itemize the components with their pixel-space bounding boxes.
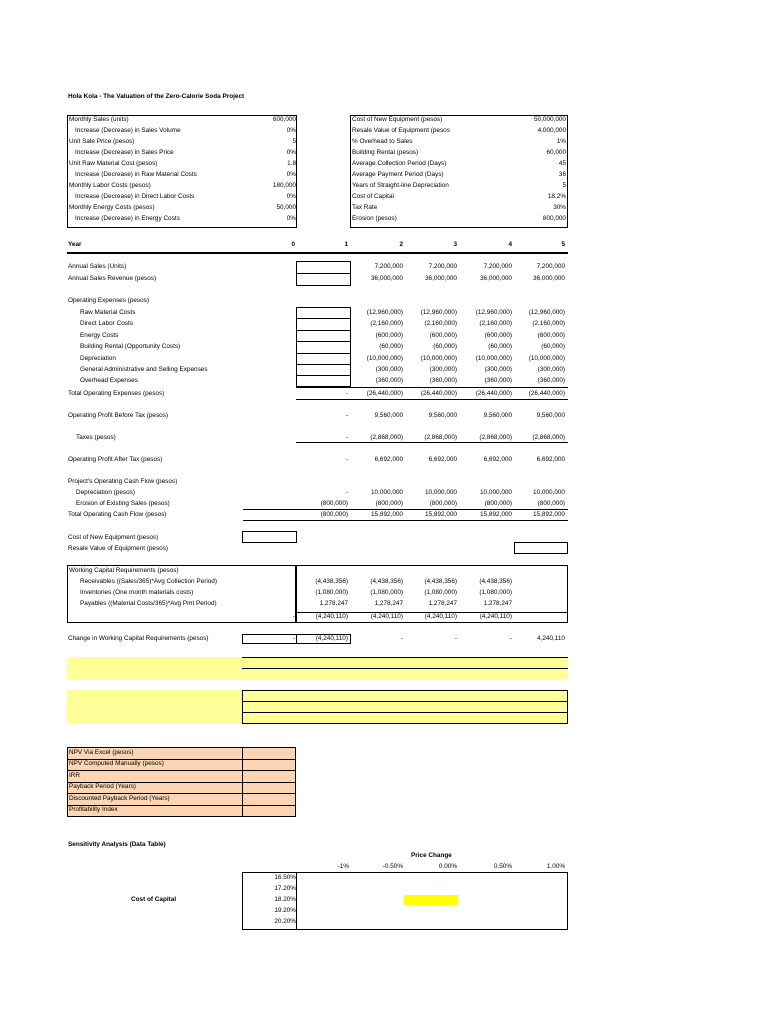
row-value: (2,868,000) — [479, 434, 512, 441]
input-left-label: Increase (Decrease) in Raw Material Costs — [75, 171, 197, 178]
row-value: 10,000,000 — [480, 489, 512, 496]
opex-header: Operating Expenses (pesos) — [68, 297, 149, 304]
wc-total-y0: - — [292, 613, 295, 620]
input-right-label: Building Rental (pesos) — [352, 149, 419, 156]
row-value: (800,000) — [429, 500, 457, 507]
wc-value: 1,278,247 — [483, 600, 512, 607]
change-wc-cell-0[interactable] — [242, 634, 297, 644]
input-right-label: Erosion (pesos) — [352, 215, 397, 222]
row-value: 10,000,000 — [371, 489, 403, 496]
page-title: Hola Kola - The Valuation of the Zero-Calorie Soda Project — [68, 93, 245, 100]
input-left-value: 0% — [286, 127, 296, 134]
row-value: 9,560,000 — [374, 412, 403, 419]
metric-label: NPV Computed Manually (pesos) — [69, 760, 164, 768]
row-label: Depreciation (pesos) — [76, 489, 135, 496]
row-label: Taxes (pesos) — [76, 434, 116, 441]
input-left-label: Increase (Decrease) in Sales Volume — [75, 127, 181, 134]
opex-value: (300,000) — [484, 366, 512, 373]
opex-label: Building Rental (Opportunity Costs) — [80, 343, 181, 351]
opex-value: (60,000) — [379, 343, 403, 351]
sensitivity-row: 17.20% — [274, 885, 296, 892]
row-y1: - — [345, 412, 348, 419]
row-value: (26,440,000) — [420, 390, 457, 397]
row-label: Operating Profit Before Tax (pesos) — [68, 412, 169, 419]
input-left-value: 0% — [286, 193, 296, 200]
sensitivity-row: 19.20% — [274, 907, 296, 914]
input-right-value: 5 — [562, 182, 566, 189]
row-label: Operating Profit After Tax (pesos) — [68, 456, 163, 463]
sensitivity-row-title: Cost of Capital — [131, 896, 177, 903]
sensitivity-col: -0.50% — [382, 863, 403, 870]
input-left-label: Unit Raw Material Cost (pesos) — [69, 160, 158, 167]
opex-value: (2,160,000) — [479, 320, 512, 328]
ocf-line-2 — [243, 520, 568, 521]
input-right-label: Tax Rate — [352, 204, 378, 211]
metric-line — [67, 759, 296, 760]
discount-line-2 — [242, 712, 568, 713]
wc-value: (1,080,000) — [424, 589, 457, 596]
wc-label: Receivables ((Sales/365)*Avg Collection Period) — [80, 578, 217, 585]
row-value: 7,200,000 — [374, 263, 403, 270]
input-right-value: 36 — [558, 171, 566, 178]
row-value: 15,892,000 — [371, 511, 403, 518]
row-value: (26,440,000) — [366, 390, 403, 397]
wc-value: (1,080,000) — [370, 589, 403, 596]
base-case-cell[interactable] — [404, 895, 458, 905]
opex-value: (60,000) — [433, 343, 457, 351]
input-left-value: 0% — [286, 171, 296, 178]
row-label: Annual Sales Revenue (pesos) — [68, 275, 157, 282]
metric-line — [67, 793, 296, 794]
row-value: 6,692,000 — [428, 456, 457, 463]
row-value: 36,000,000 — [425, 275, 457, 282]
opex-value: (60,000) — [488, 343, 512, 351]
opex-value: (60,000) — [541, 343, 565, 351]
cost-new-equipment-cell[interactable] — [242, 531, 297, 543]
ocf-header: Project's Operating Cash Flow (pesos) — [68, 478, 178, 485]
wc-value: (4,438,356) — [479, 578, 512, 585]
year-5: 5 — [561, 241, 565, 248]
row-value: (2,868,000) — [532, 434, 565, 441]
tax-line — [296, 442, 568, 443]
row-y1: - — [345, 390, 348, 397]
opex-value: (360,000) — [484, 377, 512, 385]
row-value: 9,560,000 — [483, 412, 512, 419]
opex-label: Direct Labor Costs — [80, 320, 133, 328]
opex-value: (600,000) — [429, 331, 457, 339]
sensitivity-col: 1.00% — [546, 863, 565, 870]
metric-label: Payback Period (Years) — [69, 783, 136, 791]
row-value: (2,868,000) — [370, 434, 403, 441]
wc-value: 1,278,247 — [428, 600, 457, 607]
input-left-value: 0% — [286, 215, 296, 222]
ocf-line — [243, 509, 568, 510]
year-0: 0 — [291, 241, 295, 248]
metric-line — [67, 770, 296, 771]
input-right-value: 60,000 — [546, 149, 566, 156]
row-value: 9,560,000 — [536, 412, 565, 419]
input-right-value: 4,000,000 — [537, 127, 566, 134]
row-value: 36,000,000 — [480, 275, 512, 282]
year-4: 4 — [508, 241, 512, 248]
row-value: (800,000) — [484, 500, 512, 507]
input-right-label: Cost of Capital — [352, 193, 394, 200]
year-divider — [67, 252, 568, 254]
input-right-value: 50,000,000 — [534, 116, 566, 123]
row-y1: - — [345, 434, 348, 441]
row-value: 10,000,000 — [425, 489, 457, 496]
opex-value: (12,960,000) — [420, 309, 457, 316]
row-value: 6,692,000 — [536, 456, 565, 463]
row-y1: (800,000) — [320, 511, 348, 518]
wc-value: 1,278,247 — [319, 600, 348, 607]
input-right-label: Average Collection Period (Days) — [352, 160, 447, 167]
sensitivity-col: 0.00% — [438, 863, 457, 870]
metric-line — [67, 805, 296, 806]
sensitivity-title: Sensitivity Analysis (Data Table) — [68, 841, 166, 848]
row-value: 6,692,000 — [483, 456, 512, 463]
opex-value: (300,000) — [537, 366, 565, 373]
wc-value: (1,080,000) — [315, 589, 348, 596]
metric-label: Discounted Payback Period (Years) — [69, 794, 170, 802]
sensitivity-row: 18.20% — [274, 896, 296, 903]
discount-box — [242, 690, 568, 724]
row-y1: (800,000) — [320, 500, 348, 507]
change-wc-value: - — [509, 635, 512, 642]
input-left-value: 0% — [286, 149, 296, 156]
row-value: 36,000,000 — [533, 275, 565, 282]
row-value: 36,000,000 — [371, 275, 403, 282]
change-wc-value: (4,240,110) — [315, 635, 348, 642]
row-label: Erosion of Existing Sales (pesos) — [76, 500, 170, 507]
input-left-value: 1.8 — [287, 160, 296, 167]
row-value: 7,200,000 — [536, 263, 565, 270]
input-right-label: Resale Value of Equipment (pesos — [352, 127, 450, 134]
opex-value: (600,000) — [537, 331, 565, 339]
input-left-label: Monthly Labor Costs (pesos) — [69, 182, 151, 189]
wc-label-box — [67, 565, 296, 623]
wc-header: Working Capital Requirements (pesos) — [69, 567, 179, 574]
row-value: 15,892,000 — [425, 511, 457, 518]
wc-total-value: (4,240,110) — [370, 613, 403, 620]
input-right-value: 1% — [556, 138, 566, 145]
input-left-label: Increase (Decrease) in Direct Labor Costs — [75, 193, 195, 200]
sensitivity-row: 16.50% — [274, 874, 296, 881]
resale-value-label: Resale Value of Equipment (pesos) — [68, 545, 169, 552]
input-left-label: Unit Sale Price (pesos) — [69, 138, 135, 145]
change-wc-value: - — [400, 635, 403, 642]
opex-value: (10,000,000) — [366, 354, 403, 362]
wc-total-value: (4,240,110) — [315, 613, 348, 620]
input-right-label: Years of Straight-line Depreciation — [352, 182, 449, 189]
row-value: 15,892,000 — [533, 511, 565, 518]
wc-value: 1,278,247 — [374, 600, 403, 607]
row-value: (800,000) — [537, 500, 565, 507]
wc-value: (4,438,356) — [315, 578, 348, 585]
opex-value: (360,000) — [537, 377, 565, 385]
opex-value: (2,160,000) — [532, 320, 565, 328]
row-label: Annual Sales (Units) — [68, 263, 127, 270]
metric-line — [67, 782, 296, 783]
wc-value: (1,080,000) — [479, 589, 512, 596]
resale-value-cell[interactable] — [514, 542, 568, 554]
opex-label: Overhead Expenses — [80, 377, 138, 385]
sensitivity-col: -1% — [337, 863, 349, 870]
metric-label: Profitability Index — [69, 806, 118, 813]
input-right-value: 45 — [558, 160, 566, 167]
input-left-value: 600,000 — [272, 116, 296, 123]
input-left-value: 50,000 — [276, 204, 296, 211]
opex-label: Energy Costs — [80, 331, 119, 339]
input-left-label: Increase (Decrease) in Sales Price — [75, 149, 174, 156]
wc-value-box — [296, 565, 568, 623]
cost-new-equipment-label: Cost of New Equipment (pesos) — [68, 534, 159, 541]
row-y1: - — [345, 489, 348, 496]
input-right-value: 18.2% — [547, 193, 566, 200]
change-wc-cell-1[interactable] — [296, 634, 351, 644]
opex-value: (12,960,000) — [366, 309, 403, 316]
fcf-line-top — [242, 657, 568, 658]
opex-total-line — [296, 387, 568, 388]
metric-label: NPV Via Excel (pesos) — [69, 749, 134, 756]
input-right-label: Average Payment Period (Days) — [352, 171, 444, 178]
input-right-value: 30% — [553, 204, 566, 211]
input-left-value: 5 — [292, 138, 296, 145]
opex-value: (2,160,000) — [370, 320, 403, 328]
row-value: 15,892,000 — [480, 511, 512, 518]
input-right-value: 800,000 — [542, 215, 566, 222]
input-left-label: Monthly Energy Costs (pesos) — [69, 204, 155, 211]
row-value: 6,692,000 — [374, 456, 403, 463]
input-left-label: Increase (Decrease) in Energy Costs — [75, 215, 180, 222]
opex-label: General Administrative and Selling Expenses — [80, 366, 208, 373]
opex-value: (12,960,000) — [475, 309, 512, 316]
row-y1: - — [345, 456, 348, 463]
opex-value: (300,000) — [375, 366, 403, 373]
opex-value: (300,000) — [429, 366, 457, 373]
wc-total-value: (4,240,110) — [424, 613, 457, 620]
wc-label: Payables ((Material Costs/365)*Avg Pmt Period) — [80, 600, 217, 607]
change-wc-value: 4,240,110 — [537, 635, 565, 642]
change-wc-value: - — [454, 635, 457, 642]
opex-value: (600,000) — [375, 331, 403, 339]
row-value: (2,868,000) — [424, 434, 457, 441]
metric-label: IRR — [69, 771, 81, 779]
sensitivity-row: 20.20% — [274, 918, 296, 925]
opex-total-line-2 — [296, 399, 568, 400]
sensitivity-col: 0.50% — [493, 863, 512, 870]
year-2: 2 — [399, 241, 403, 248]
opex-label: Raw Material Costs — [80, 309, 136, 316]
opex-value: (10,000,000) — [475, 354, 512, 362]
opex-value: (10,000,000) — [420, 354, 457, 362]
opex-value: (12,960,000) — [528, 309, 565, 316]
discount-line-1 — [242, 701, 568, 702]
input-left-label: Monthly Sales (units) — [69, 116, 129, 123]
change-wc-y0: - — [292, 635, 295, 642]
opex-value: (360,000) — [375, 377, 403, 385]
fcf-line-mid — [242, 668, 568, 669]
wc-value: (4,438,356) — [424, 578, 457, 585]
input-right-label: % Overhead to Sales — [352, 138, 413, 145]
opex-value: (360,000) — [429, 377, 457, 385]
row-value: 7,200,000 — [483, 263, 512, 270]
year-3: 3 — [453, 241, 457, 248]
row-value: (26,440,000) — [475, 390, 512, 397]
row-value: (26,440,000) — [528, 390, 565, 397]
change-wc-label: Change in Working Capital Requirements (pesos) — [68, 635, 209, 642]
wc-total-value: (4,240,110) — [479, 613, 512, 620]
row-value: 10,000,000 — [533, 489, 565, 496]
opex-value: (600,000) — [484, 331, 512, 339]
input-right-label: Cost of New Equipment (pesos) — [352, 116, 443, 123]
row-label: Total Operating Cash Flow (pesos) — [68, 511, 167, 518]
wc-total-line — [296, 612, 568, 613]
wc-label: Inventories (One month materials costs) — [80, 589, 194, 596]
opex-value: (10,000,000) — [528, 354, 565, 362]
wc-value: (4,438,356) — [370, 578, 403, 585]
row-value: 9,560,000 — [428, 412, 457, 419]
row-value: 7,200,000 — [428, 263, 457, 270]
opex-label: Depreciation — [80, 354, 116, 362]
row-label: Total Operating Expenses (pesos) — [68, 390, 165, 397]
sensitivity-col-title: Price Change — [411, 852, 452, 859]
year-label: Year — [68, 241, 82, 248]
opex-value: (2,160,000) — [424, 320, 457, 328]
input-left-value: 180,000 — [272, 182, 296, 189]
row-value: (800,000) — [375, 500, 403, 507]
year-1: 1 — [344, 241, 348, 248]
